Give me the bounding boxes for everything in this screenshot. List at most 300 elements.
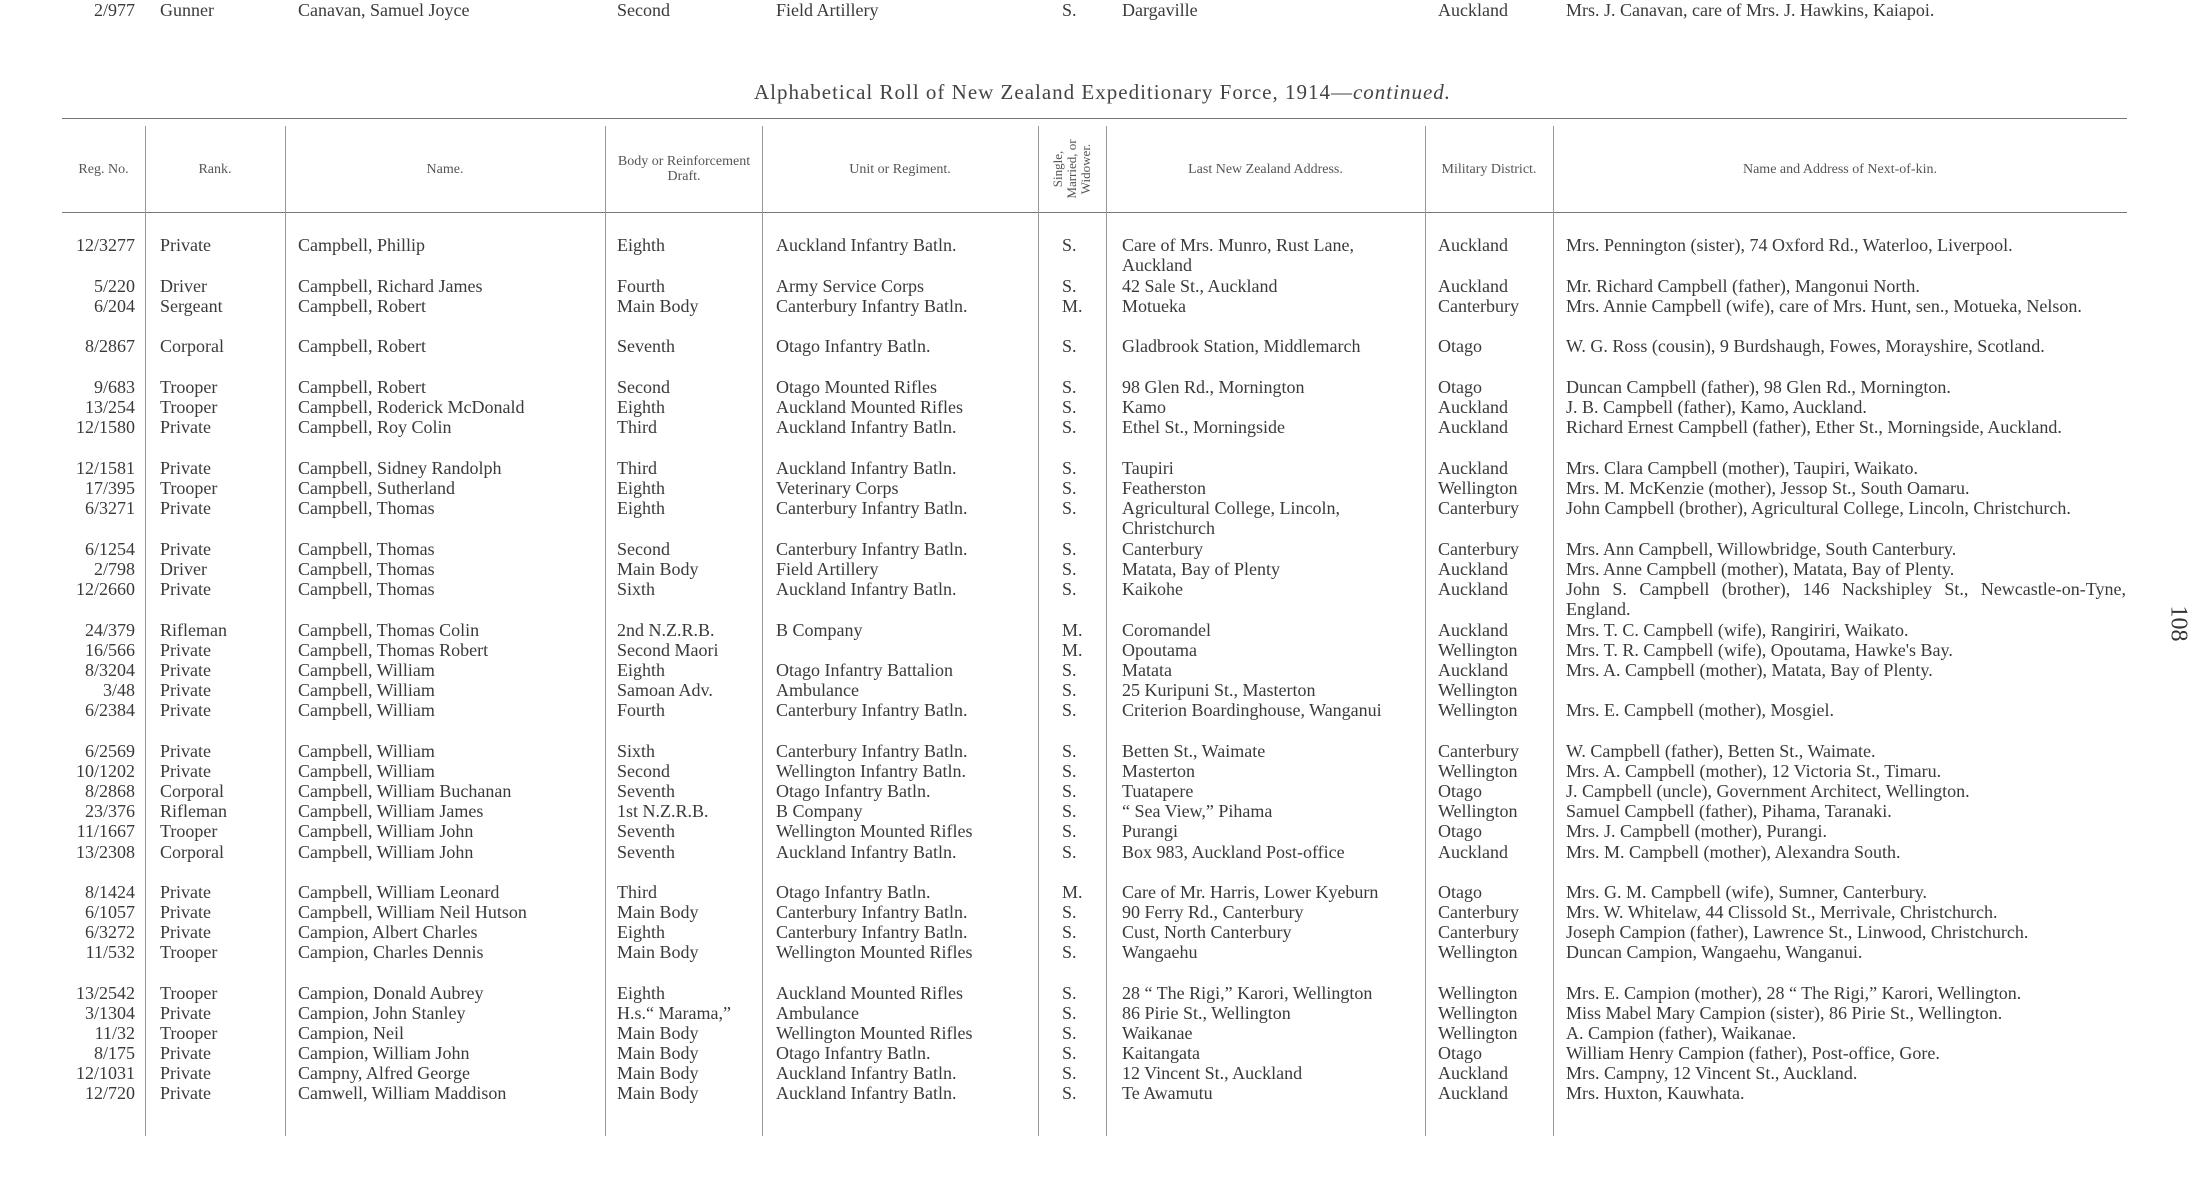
header-bottom-rule bbox=[62, 212, 2127, 213]
reg-number-cell: 11/32 bbox=[94, 1023, 135, 1043]
body-draft-cell: Seventh bbox=[617, 842, 675, 862]
rank-cell: Driver bbox=[160, 276, 207, 296]
table-row bbox=[0, 559, 2205, 579]
soldier-name-cell: Campbell, Thomas Colin bbox=[298, 620, 480, 640]
rank-cell: Private bbox=[160, 882, 211, 902]
marital-status-cell: S. bbox=[1062, 741, 1077, 761]
body-draft-cell: Main Body bbox=[617, 1023, 699, 1043]
body-draft-cell: Third bbox=[617, 458, 657, 478]
marital-status-cell: S. bbox=[1062, 902, 1077, 922]
military-district-cell: Wellington bbox=[1438, 1023, 1518, 1043]
military-district-cell: Auckland bbox=[1438, 1063, 1508, 1083]
rank-cell: Sergeant bbox=[160, 296, 223, 316]
column-header-reg: Reg. No. bbox=[78, 161, 129, 177]
reg-number-cell: 10/1202 bbox=[75, 761, 135, 781]
marital-status-cell: S. bbox=[1062, 680, 1077, 700]
marital-status-cell: S. bbox=[1062, 660, 1077, 680]
body-draft-cell: Sixth bbox=[617, 741, 656, 761]
last-address-cell: Criterion Boardinghouse, Wanganui bbox=[1122, 700, 1382, 720]
rank-cell: Trooper bbox=[160, 397, 218, 417]
soldier-name-cell: Campbell, William bbox=[298, 741, 435, 761]
marital-status-cell: S. bbox=[1062, 1063, 1077, 1083]
body-draft-cell: Eighth bbox=[617, 922, 665, 942]
next-of-kin-cell: Joseph Campion (father), Lawrence St., Linwood, Christchurch. bbox=[1566, 922, 2029, 942]
rank-cell: Private bbox=[160, 498, 211, 518]
reg-number-cell: 3/48 bbox=[102, 680, 135, 700]
table-row bbox=[0, 640, 2205, 660]
soldier-name-cell: Canavan, Samuel Joyce bbox=[298, 0, 470, 20]
column-header-district: Military District. bbox=[1441, 161, 1537, 177]
military-district-cell: Wellington bbox=[1438, 801, 1518, 821]
unit-regiment-cell: Field Artillery bbox=[776, 559, 879, 579]
unit-regiment-cell: Auckland Mounted Rifles bbox=[776, 397, 963, 417]
military-district-cell: Auckland bbox=[1438, 660, 1508, 680]
rank-cell: Private bbox=[160, 1043, 211, 1063]
table-row bbox=[0, 942, 2205, 962]
soldier-name-cell: Campion, Charles Dennis bbox=[298, 942, 484, 962]
military-district-cell: Otago bbox=[1438, 821, 1482, 841]
rank-cell: Trooper bbox=[160, 942, 218, 962]
last-address-cell: Ethel St., Morningside bbox=[1122, 417, 1285, 437]
column-header-marital bbox=[1038, 126, 1106, 212]
rank-cell: Gunner bbox=[160, 0, 214, 20]
next-of-kin-cell: Mrs. Huxton, Kauwhata. bbox=[1566, 1083, 1745, 1103]
rank-cell: Private bbox=[160, 1083, 211, 1103]
next-of-kin-cell: Duncan Campion, Wangaehu, Wanganui. bbox=[1566, 942, 1863, 962]
next-of-kin-cell: A. Campion (father), Waikanae. bbox=[1566, 1023, 1797, 1043]
marital-status-cell: S. bbox=[1062, 1043, 1077, 1063]
soldier-name-cell: Campbell, Robert bbox=[298, 336, 426, 356]
last-address-cell: Kaitangata bbox=[1122, 1043, 1200, 1063]
soldier-name-cell: Campbell, William bbox=[298, 761, 435, 781]
table-row bbox=[0, 336, 2205, 356]
unit-regiment-cell: Wellington Mounted Rifles bbox=[776, 942, 973, 962]
soldier-name-cell: Campbell, William John bbox=[298, 842, 474, 862]
last-address-cell: 98 Glen Rd., Mornington bbox=[1122, 377, 1305, 397]
rank-cell: Corporal bbox=[160, 336, 224, 356]
military-district-cell: Auckland bbox=[1438, 417, 1508, 437]
last-address-cell: Betten St., Waimate bbox=[1122, 741, 1266, 761]
next-of-kin-cell: William Henry Campion (father), Post-office, Gore. bbox=[1566, 1043, 1940, 1063]
reg-number-cell: 8/2868 bbox=[84, 781, 135, 801]
rank-cell: Driver bbox=[160, 559, 207, 579]
next-of-kin-cell: Duncan Campbell (father), 98 Glen Rd., Mornington. bbox=[1566, 377, 1951, 397]
unit-regiment-cell: Canterbury Infantry Batln. bbox=[776, 741, 968, 761]
next-of-kin-cell: Mrs. G. M. Campbell (wife), Sumner, Canterbury. bbox=[1566, 882, 1928, 902]
body-draft-cell: Second bbox=[617, 539, 670, 559]
unit-regiment-cell: Auckland Infantry Batln. bbox=[776, 579, 957, 599]
soldier-name-cell: Campbell, Thomas bbox=[298, 539, 435, 559]
military-district-cell: Wellington bbox=[1438, 761, 1518, 781]
last-address-cell: Kamo bbox=[1122, 397, 1166, 417]
table-row bbox=[0, 620, 2205, 640]
reg-number-cell: 8/1424 bbox=[84, 882, 135, 902]
marital-status-cell: M. bbox=[1062, 882, 1083, 902]
unit-regiment-cell: Ambulance bbox=[776, 1003, 859, 1023]
reg-number-cell: 6/3271 bbox=[84, 498, 135, 518]
soldier-name-cell: Campbell, Roy Colin bbox=[298, 417, 452, 437]
rank-cell: Trooper bbox=[160, 983, 218, 1003]
unit-regiment-cell: Army Service Corps bbox=[776, 276, 924, 296]
soldier-name-cell: Campion, John Stanley bbox=[298, 1003, 466, 1023]
military-district-cell: Canterbury bbox=[1438, 296, 1519, 316]
marital-status-cell: S. bbox=[1062, 417, 1077, 437]
body-draft-cell: Main Body bbox=[617, 296, 699, 316]
table-row bbox=[0, 417, 2205, 437]
last-address-cell: Coromandel bbox=[1122, 620, 1211, 640]
military-district-cell: Canterbury bbox=[1438, 902, 1519, 922]
rank-cell: Private bbox=[160, 660, 211, 680]
marital-status-cell: S. bbox=[1062, 1003, 1077, 1023]
next-of-kin-cell: Mrs. T. C. Campbell (wife), Rangiriri, Waikato. bbox=[1566, 620, 1909, 640]
marital-status-cell: S. bbox=[1062, 579, 1077, 599]
table-row bbox=[0, 801, 2205, 821]
military-district-cell: Wellington bbox=[1438, 942, 1518, 962]
rank-cell: Private bbox=[160, 417, 211, 437]
military-district-cell: Otago bbox=[1438, 377, 1482, 397]
unit-regiment-cell: Canterbury Infantry Batln. bbox=[776, 700, 968, 720]
reg-number-cell: 13/254 bbox=[84, 397, 135, 417]
last-address-cell: Kaikohe bbox=[1122, 579, 1183, 599]
marital-status-cell: S. bbox=[1062, 781, 1077, 801]
last-address-cell: Taupiri bbox=[1122, 458, 1174, 478]
rank-cell: Private bbox=[160, 700, 211, 720]
marital-status-cell: S. bbox=[1062, 539, 1077, 559]
unit-regiment-cell: B Company bbox=[776, 801, 863, 821]
last-address-cell: Care of Mr. Harris, Lower Kyeburn bbox=[1122, 882, 1379, 902]
soldier-name-cell: Campny, Alfred George bbox=[298, 1063, 470, 1083]
body-draft-cell: H.s.“ Marama,” bbox=[617, 1003, 731, 1023]
marital-status-cell: S. bbox=[1062, 842, 1077, 862]
next-of-kin-cell: Mrs. E. Campion (mother), 28 “ The Rigi,” Karori, Wellington. bbox=[1566, 983, 2022, 1003]
unit-regiment-cell: Wellington Mounted Rifles bbox=[776, 1023, 973, 1043]
last-address-cell: Matata bbox=[1122, 660, 1172, 680]
reg-number-cell: 2/798 bbox=[93, 559, 135, 579]
rank-cell: Private bbox=[160, 741, 211, 761]
soldier-name-cell: Campion, Albert Charles bbox=[298, 922, 478, 942]
unit-regiment-cell: Auckland Mounted Rifles bbox=[776, 983, 963, 1003]
last-address-cell: Waikanae bbox=[1122, 1023, 1193, 1043]
marital-status-cell: S. bbox=[1062, 235, 1077, 255]
table-row bbox=[0, 579, 2205, 619]
reg-number-cell: 12/2660 bbox=[75, 579, 135, 599]
body-draft-cell: 2nd N.Z.R.B. bbox=[617, 620, 715, 640]
next-of-kin-cell: Mrs. T. R. Campbell (wife), Opoutama, Hawke's Bay. bbox=[1566, 640, 1953, 660]
soldier-name-cell: Campbell, Robert bbox=[298, 377, 426, 397]
body-draft-cell: Samoan Adv. bbox=[617, 680, 713, 700]
next-of-kin-cell: J. Campbell (uncle), Government Architect, Wellington. bbox=[1566, 781, 1970, 801]
soldier-name-cell: Campbell, William Neil Hutson bbox=[298, 902, 527, 922]
military-district-cell: Wellington bbox=[1438, 680, 1518, 700]
body-draft-cell: Main Body bbox=[617, 1083, 699, 1103]
body-draft-cell: Main Body bbox=[617, 1043, 699, 1063]
title-main: Alphabetical Roll of New Zealand Expeditionary Force, 1914— bbox=[753, 80, 1353, 104]
marital-status-cell: S. bbox=[1062, 276, 1077, 296]
marital-status-cell: S. bbox=[1062, 498, 1077, 518]
next-of-kin-cell: John Campbell (brother), Agricultural College, Lincoln, Christchurch. bbox=[1566, 498, 2071, 518]
table-row bbox=[0, 1043, 2205, 1063]
rank-cell: Private bbox=[160, 1063, 211, 1083]
military-district-cell: Otago bbox=[1438, 1043, 1482, 1063]
title-continued: continued. bbox=[1352, 80, 1452, 104]
reg-number-cell: 17/395 bbox=[84, 478, 135, 498]
military-district-cell: Auckland bbox=[1438, 458, 1508, 478]
reg-number-cell: 6/1254 bbox=[84, 539, 135, 559]
last-address-cell: Care of Mrs. Munro, Rust Lane, Auckland bbox=[1122, 235, 1354, 275]
marital-status-cell: M. bbox=[1062, 296, 1083, 316]
reg-number-cell: 12/1580 bbox=[75, 417, 135, 437]
reg-number-cell: 12/1031 bbox=[75, 1063, 135, 1083]
table-row bbox=[0, 660, 2205, 680]
reg-number-cell: 24/379 bbox=[84, 620, 135, 640]
last-address-cell: Tuatapere bbox=[1122, 781, 1194, 801]
soldier-name-cell: Campbell, Sidney Randolph bbox=[298, 458, 502, 478]
body-draft-cell: Fourth bbox=[617, 700, 666, 720]
body-draft-cell: Third bbox=[617, 882, 657, 902]
rank-cell: Private bbox=[160, 680, 211, 700]
table-row bbox=[0, 1063, 2205, 1083]
body-draft-cell: Main Body bbox=[617, 1063, 699, 1083]
rank-cell: Private bbox=[160, 579, 211, 599]
table-row bbox=[0, 821, 2205, 841]
unit-regiment-cell: B Company bbox=[776, 620, 863, 640]
table-row bbox=[0, 1083, 2205, 1103]
marital-status-cell: S. bbox=[1062, 458, 1077, 478]
military-district-cell: Wellington bbox=[1438, 640, 1518, 660]
reg-number-cell: 6/2569 bbox=[84, 741, 135, 761]
body-draft-cell: Eighth bbox=[617, 478, 665, 498]
unit-regiment-cell: Auckland Infantry Batln. bbox=[776, 1083, 957, 1103]
reg-number-cell: 5/220 bbox=[93, 276, 135, 296]
unit-regiment-cell: Canterbury Infantry Batln. bbox=[776, 539, 968, 559]
body-draft-cell: Seventh bbox=[617, 336, 675, 356]
rank-cell: Private bbox=[160, 539, 211, 559]
next-of-kin-cell: W. G. Ross (cousin), 9 Burdshaugh, Fowes, Morayshire, Scotland. bbox=[1566, 336, 2045, 356]
soldier-name-cell: Campion, Donald Aubrey bbox=[298, 983, 484, 1003]
rank-cell: Trooper bbox=[160, 1023, 218, 1043]
reg-number-cell: 3/1304 bbox=[84, 1003, 135, 1023]
marital-status-cell: S. bbox=[1062, 336, 1077, 356]
marital-status-cell: S. bbox=[1062, 559, 1077, 579]
military-district-cell: Canterbury bbox=[1438, 539, 1519, 559]
reg-number-cell: 23/376 bbox=[84, 801, 135, 821]
reg-number-cell: 8/175 bbox=[93, 1043, 135, 1063]
unit-regiment-cell: Otago Infantry Batln. bbox=[776, 781, 931, 801]
next-of-kin-cell: Richard Ernest Campbell (father), Ether St., Morningside, Auckland. bbox=[1566, 417, 2062, 437]
soldier-name-cell: Campbell, William James bbox=[298, 801, 484, 821]
military-district-cell: Canterbury bbox=[1438, 498, 1519, 518]
table-row bbox=[0, 781, 2205, 801]
reg-number-cell: 8/2867 bbox=[84, 336, 135, 356]
unit-regiment-cell: Canterbury Infantry Batln. bbox=[776, 296, 968, 316]
last-address-cell: 90 Ferry Rd., Canterbury bbox=[1122, 902, 1304, 922]
military-district-cell: Wellington bbox=[1438, 983, 1518, 1003]
last-address-cell: Masterton bbox=[1122, 761, 1195, 781]
table-row bbox=[0, 680, 2205, 700]
marital-status-cell: M. bbox=[1062, 640, 1083, 660]
table-row bbox=[0, 397, 2205, 417]
last-address-cell: 42 Sale St., Auckland bbox=[1122, 276, 1278, 296]
rank-cell: Corporal bbox=[160, 781, 224, 801]
unit-regiment-cell: Ambulance bbox=[776, 680, 859, 700]
column-header-address: Last New Zealand Address. bbox=[1188, 161, 1343, 177]
marital-status-cell: S. bbox=[1062, 1083, 1077, 1103]
next-of-kin-cell: Mrs. Anne Campbell (mother), Matata, Bay of Plenty. bbox=[1566, 559, 1955, 579]
reg-number-cell: 12/720 bbox=[84, 1083, 135, 1103]
marital-status-cell: S. bbox=[1062, 801, 1077, 821]
military-district-cell: Otago bbox=[1438, 781, 1482, 801]
body-draft-cell: Second bbox=[617, 377, 670, 397]
last-address-cell: 25 Kuripuni St., Masterton bbox=[1122, 680, 1316, 700]
body-draft-cell: Second bbox=[617, 0, 670, 20]
reg-number-cell: 6/3272 bbox=[84, 922, 135, 942]
next-of-kin-cell: Mrs. A. Campbell (mother), 12 Victoria St., Timaru. bbox=[1566, 761, 1942, 781]
soldier-name-cell: Campbell, William Buchanan bbox=[298, 781, 512, 801]
unit-regiment-cell: Otago Infantry Batln. bbox=[776, 1043, 931, 1063]
column-header-unit: Unit or Regiment. bbox=[849, 161, 951, 177]
military-district-cell: Canterbury bbox=[1438, 741, 1519, 761]
soldier-name-cell: Camwell, William Maddison bbox=[298, 1083, 507, 1103]
military-district-cell: Auckland bbox=[1438, 559, 1508, 579]
rank-cell: Private bbox=[160, 1003, 211, 1023]
marital-status-cell: S. bbox=[1062, 1023, 1077, 1043]
military-district-cell: Otago bbox=[1438, 336, 1482, 356]
soldier-name-cell: Campbell, Phillip bbox=[298, 235, 426, 255]
rank-cell: Private bbox=[160, 235, 211, 255]
unit-regiment-cell: Otago Infantry Battalion bbox=[776, 660, 953, 680]
reg-number-cell: 11/1667 bbox=[76, 821, 135, 841]
next-of-kin-cell: Mrs. J. Canavan, care of Mrs. J. Hawkins, Kaiapoi. bbox=[1566, 0, 1935, 20]
unit-regiment-cell: Field Artillery bbox=[776, 0, 879, 20]
soldier-name-cell: Campbell, William bbox=[298, 700, 435, 720]
marital-status-cell: S. bbox=[1062, 0, 1077, 20]
unit-regiment-cell: Otago Mounted Rifles bbox=[776, 377, 937, 397]
rank-cell: Private bbox=[160, 640, 211, 660]
body-draft-cell: Main Body bbox=[617, 902, 699, 922]
body-draft-cell: Seventh bbox=[617, 821, 675, 841]
military-district-cell: Auckland bbox=[1438, 0, 1508, 20]
table-row bbox=[0, 761, 2205, 781]
table-row bbox=[0, 296, 2205, 316]
next-of-kin-cell: Mrs. Clara Campbell (mother), Taupiri, Waikato. bbox=[1566, 458, 1919, 478]
body-draft-cell: Second Maori bbox=[617, 640, 719, 660]
military-district-cell: Wellington bbox=[1438, 700, 1518, 720]
last-address-cell: 86 Pirie St., Wellington bbox=[1122, 1003, 1291, 1023]
body-draft-cell: Eighth bbox=[617, 235, 665, 255]
soldier-name-cell: Campbell, William Leonard bbox=[298, 882, 500, 902]
body-draft-cell: Second bbox=[617, 761, 670, 781]
last-address-cell: Wangaehu bbox=[1122, 942, 1198, 962]
body-draft-cell: Third bbox=[617, 417, 657, 437]
last-address-cell: Featherston bbox=[1122, 478, 1206, 498]
last-address-cell: Gladbrook Station, Middlemarch bbox=[1122, 336, 1361, 356]
table-row bbox=[0, 276, 2205, 296]
table-row bbox=[0, 1003, 2205, 1023]
last-address-cell: Agricultural College, Lincoln, Christchurch bbox=[1122, 498, 1340, 538]
body-draft-cell: Sixth bbox=[617, 579, 656, 599]
next-of-kin-cell: Samuel Campbell (father), Pihama, Taranaki. bbox=[1566, 801, 1892, 821]
rank-cell: Private bbox=[160, 922, 211, 942]
soldier-name-cell: Campbell, Thomas bbox=[298, 579, 435, 599]
reg-number-cell: 12/1581 bbox=[75, 458, 135, 478]
reg-number-cell: 6/1057 bbox=[84, 902, 135, 922]
marital-status-cell: S. bbox=[1062, 478, 1077, 498]
next-of-kin-cell: John S. Campbell (brother), 146 Nackshipley St., Newcastle-on-Tyne, England. bbox=[1566, 579, 2126, 619]
reg-number-cell: 6/204 bbox=[93, 296, 135, 316]
soldier-name-cell: Campbell, Thomas bbox=[298, 559, 435, 579]
marital-status-cell: S. bbox=[1062, 377, 1077, 397]
table-row bbox=[0, 902, 2205, 922]
last-address-cell: 28 “ The Rigi,” Karori, Wellington bbox=[1122, 983, 1373, 1003]
reg-number-cell: 12/3277 bbox=[75, 235, 135, 255]
military-district-cell: Auckland bbox=[1438, 620, 1508, 640]
military-district-cell: Wellington bbox=[1438, 478, 1518, 498]
reg-number-cell: 16/566 bbox=[84, 640, 135, 660]
military-district-cell: Auckland bbox=[1438, 276, 1508, 296]
marital-status-cell: S. bbox=[1062, 922, 1077, 942]
marital-status-cell: S. bbox=[1062, 983, 1077, 1003]
next-of-kin-cell: Mrs. Annie Campbell (wife), care of Mrs. Hunt, sen., Motueka, Nelson. bbox=[1566, 296, 2082, 316]
rank-cell: Trooper bbox=[160, 821, 218, 841]
reg-number-cell: 6/2384 bbox=[84, 700, 135, 720]
column-header-marital-text: Single, Married, or Widower. bbox=[1050, 139, 1093, 199]
next-of-kin-cell: Mr. Richard Campbell (father), Mangonui North. bbox=[1566, 276, 1920, 296]
last-address-cell: “ Sea View,” Pihama bbox=[1122, 801, 1273, 821]
body-draft-cell: Seventh bbox=[617, 781, 675, 801]
rank-cell: Rifleman bbox=[160, 620, 227, 640]
body-draft-cell: Eighth bbox=[617, 397, 665, 417]
table-row bbox=[0, 741, 2205, 761]
page-number: 108 bbox=[2165, 605, 2192, 642]
column-header-body: Body or Reinforcement Draft. bbox=[617, 154, 751, 184]
next-of-kin-cell: Miss Mabel Mary Campion (sister), 86 Pirie St., Wellington. bbox=[1566, 1003, 2003, 1023]
table-row bbox=[0, 458, 2205, 478]
table-row bbox=[0, 235, 2205, 275]
marital-status-cell: M. bbox=[1062, 620, 1083, 640]
unit-regiment-cell: Canterbury Infantry Batln. bbox=[776, 498, 968, 518]
reg-number-cell: 8/3204 bbox=[84, 660, 135, 680]
soldier-name-cell: Campbell, William bbox=[298, 680, 435, 700]
table-row bbox=[0, 922, 2205, 942]
unit-regiment-cell: Veterinary Corps bbox=[776, 478, 899, 498]
soldier-name-cell: Campbell, Thomas Robert bbox=[298, 640, 489, 660]
unit-regiment-cell: Otago Infantry Batln. bbox=[776, 882, 931, 902]
page-title bbox=[0, 80, 2205, 105]
last-address-cell: Matata, Bay of Plenty bbox=[1122, 559, 1280, 579]
body-draft-cell: Eighth bbox=[617, 983, 665, 1003]
military-district-cell: Canterbury bbox=[1438, 922, 1519, 942]
next-of-kin-cell: Mrs. Ann Campbell, Willowbridge, South Canterbury. bbox=[1566, 539, 1957, 559]
unit-regiment-cell: Wellington Infantry Batln. bbox=[776, 761, 967, 781]
unit-regiment-cell: Wellington Mounted Rifles bbox=[776, 821, 973, 841]
unit-regiment-cell: Auckland Infantry Batln. bbox=[776, 417, 957, 437]
table-row bbox=[0, 478, 2205, 498]
body-draft-cell: Eighth bbox=[617, 498, 665, 518]
marital-status-cell: S. bbox=[1062, 700, 1077, 720]
soldier-name-cell: Campbell, Richard James bbox=[298, 276, 483, 296]
next-of-kin-cell: Mrs. E. Campbell (mother), Mosgiel. bbox=[1566, 700, 1834, 720]
military-district-cell: Wellington bbox=[1438, 1003, 1518, 1023]
unit-regiment-cell: Auckland Infantry Batln. bbox=[776, 1063, 957, 1083]
unit-regiment-cell: Canterbury Infantry Batln. bbox=[776, 902, 968, 922]
reg-number-cell: 13/2308 bbox=[75, 842, 135, 862]
rank-cell: Private bbox=[160, 458, 211, 478]
table-row bbox=[0, 539, 2205, 559]
last-address-cell: Motueka bbox=[1122, 296, 1186, 316]
unit-regiment-cell: Auckland Infantry Batln. bbox=[776, 842, 957, 862]
table-row bbox=[0, 882, 2205, 902]
reg-number-cell: 13/2542 bbox=[75, 983, 135, 1003]
